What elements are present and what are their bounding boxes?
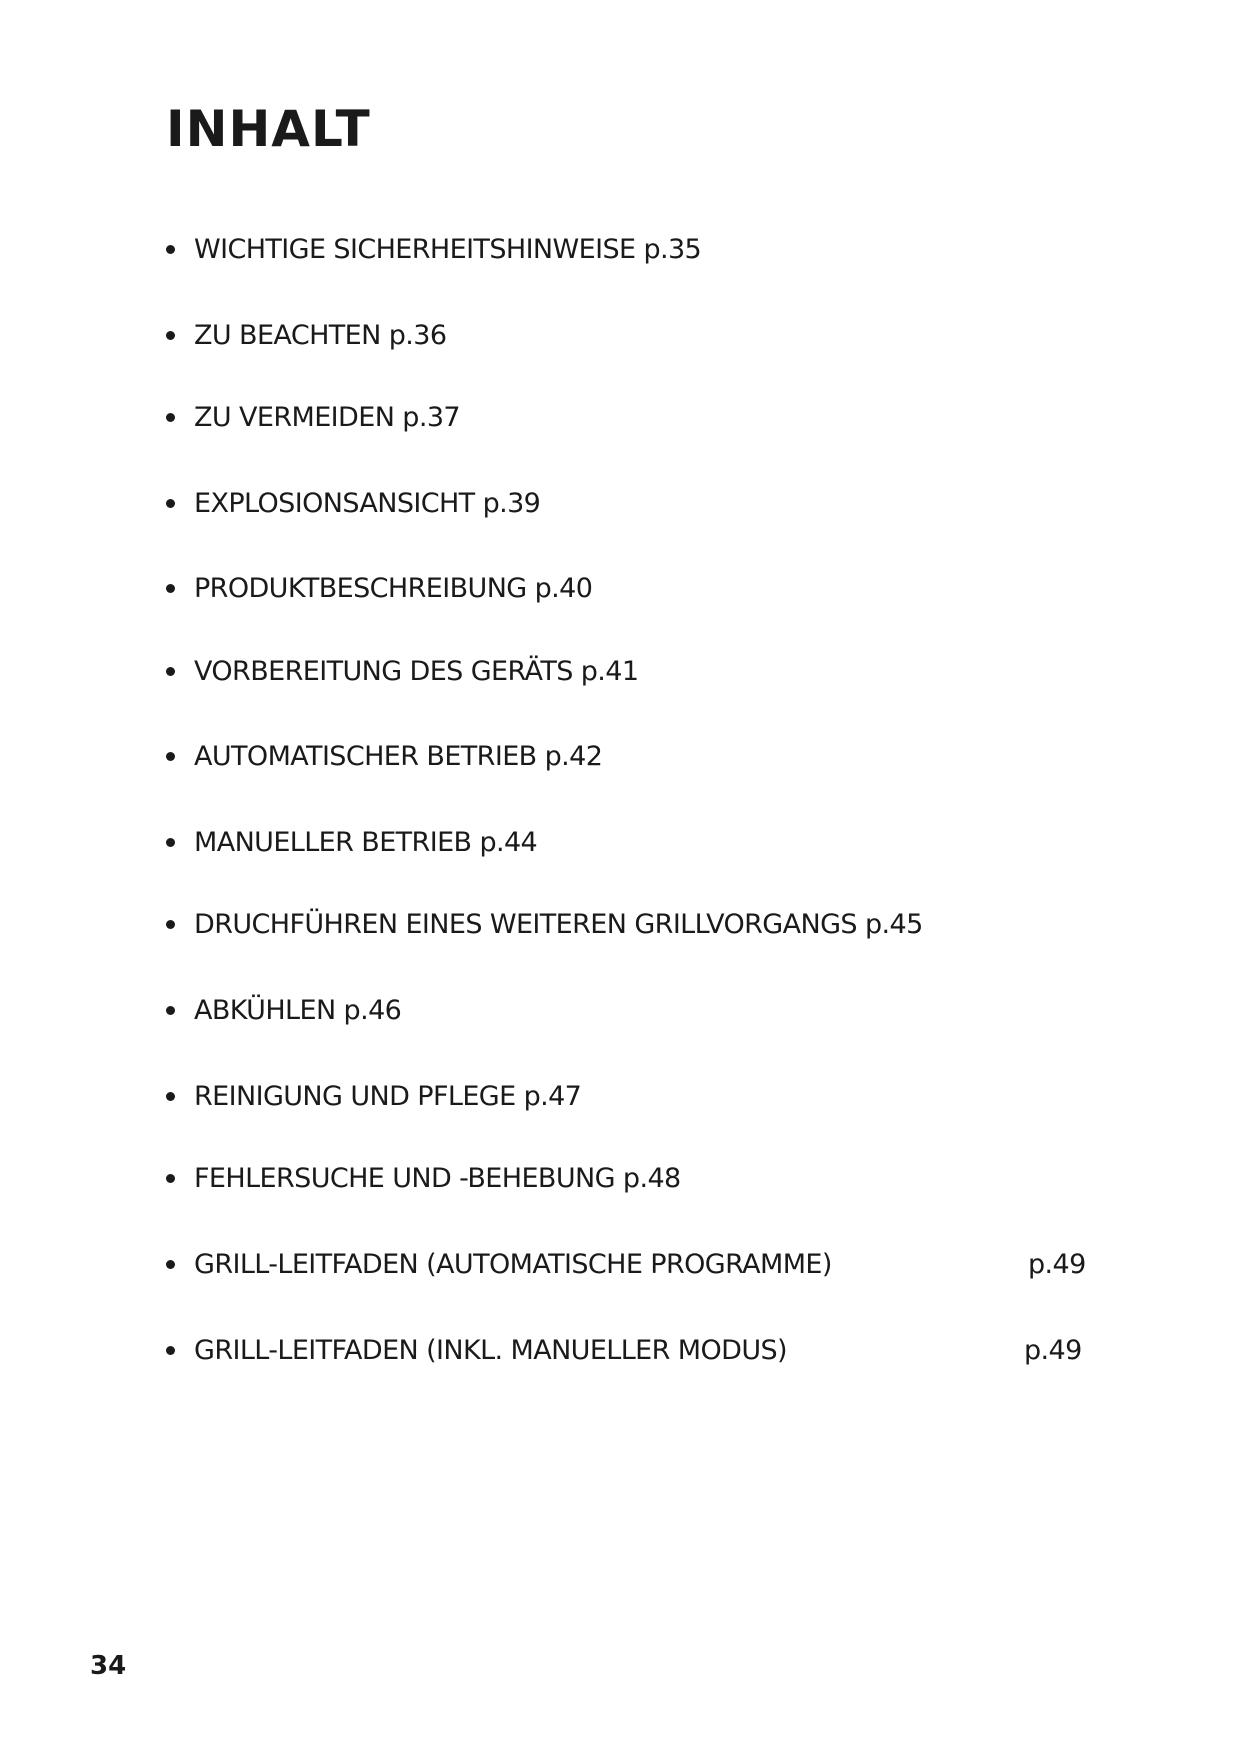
bullet-icon — [166, 331, 175, 340]
toc-item-label: PRODUKTBESCHREIBUNG — [194, 572, 527, 604]
bullet-icon — [166, 1006, 175, 1015]
toc-item-label: REINIGUNG UND PFLEGE — [194, 1080, 516, 1112]
toc-item-label: AUTOMATISCHER BETRIEB — [194, 740, 537, 772]
toc-item-page: p.41 — [580, 655, 639, 687]
toc-item-page: p.48 — [622, 1162, 681, 1194]
toc-item-page: p.39 — [482, 487, 541, 519]
toc-item — [166, 315, 446, 355]
toc-item-label: MANUELLER BETRIEB — [194, 826, 472, 858]
toc-item — [166, 1330, 787, 1370]
toc-item-page: p.46 — [343, 994, 402, 1026]
toc-item-label: FEHLERSUCHE UND -BEHEBUNG — [194, 1162, 615, 1194]
toc-item — [166, 568, 592, 608]
bullet-icon — [166, 838, 175, 847]
page-title: INHALT — [166, 100, 371, 158]
toc-item-label: GRILL-LEITFADEN (INKL. MANUELLER MODUS) — [194, 1334, 787, 1366]
toc-item-page: p.49 — [1024, 1334, 1082, 1366]
bullet-icon — [166, 413, 175, 422]
toc-item-page: p.49 — [1028, 1248, 1086, 1280]
toc-item-page: p.36 — [388, 319, 447, 351]
bullet-icon — [166, 1260, 175, 1269]
toc-item — [166, 483, 540, 523]
toc-item — [166, 651, 638, 691]
toc-item — [166, 736, 602, 776]
toc-item — [166, 397, 460, 437]
toc-item-page: p.35 — [643, 233, 702, 265]
toc-item-label: GRILL-LEITFADEN (AUTOMATISCHE PROGRAMME) — [194, 1248, 832, 1280]
bullet-icon — [166, 667, 175, 676]
bullet-icon — [166, 1092, 175, 1101]
bullet-icon — [166, 499, 175, 508]
toc-item-page: p.37 — [402, 401, 460, 433]
toc-item-label: EXPLOSIONSANSICHT — [194, 487, 475, 519]
bullet-icon — [166, 245, 175, 254]
bullet-icon — [166, 1174, 175, 1183]
toc-item — [166, 1076, 581, 1116]
toc-item — [166, 904, 923, 944]
toc-item-label: DRUCHFÜHREN EINES WEITEREN GRILLVORGANGS — [194, 908, 857, 940]
toc-item — [166, 1244, 832, 1284]
toc-item-label: ZU VERMEIDEN — [194, 401, 395, 433]
bullet-icon — [166, 1346, 175, 1355]
bullet-icon — [166, 752, 175, 761]
toc-item-page: p.44 — [479, 826, 538, 858]
toc-item-label: ZU BEACHTEN — [194, 319, 381, 351]
toc-item-page: p.42 — [544, 740, 603, 772]
page-number: 34 — [90, 1651, 127, 1681]
toc-item-page: p.47 — [523, 1080, 582, 1112]
bullet-icon — [166, 584, 175, 593]
toc-item — [166, 822, 537, 862]
toc-item-page: p.40 — [534, 572, 593, 604]
toc-item-label: WICHTIGE SICHERHEITSHINWEISE — [194, 233, 636, 265]
toc-item — [166, 229, 701, 269]
toc-item-label: VORBEREITUNG DES GERÄTS — [194, 655, 573, 687]
toc-item — [166, 1158, 681, 1198]
toc-item — [166, 990, 401, 1030]
toc-item-page: p.45 — [864, 908, 923, 940]
toc-item-label: ABKÜHLEN — [194, 994, 336, 1026]
bullet-icon — [166, 920, 175, 929]
